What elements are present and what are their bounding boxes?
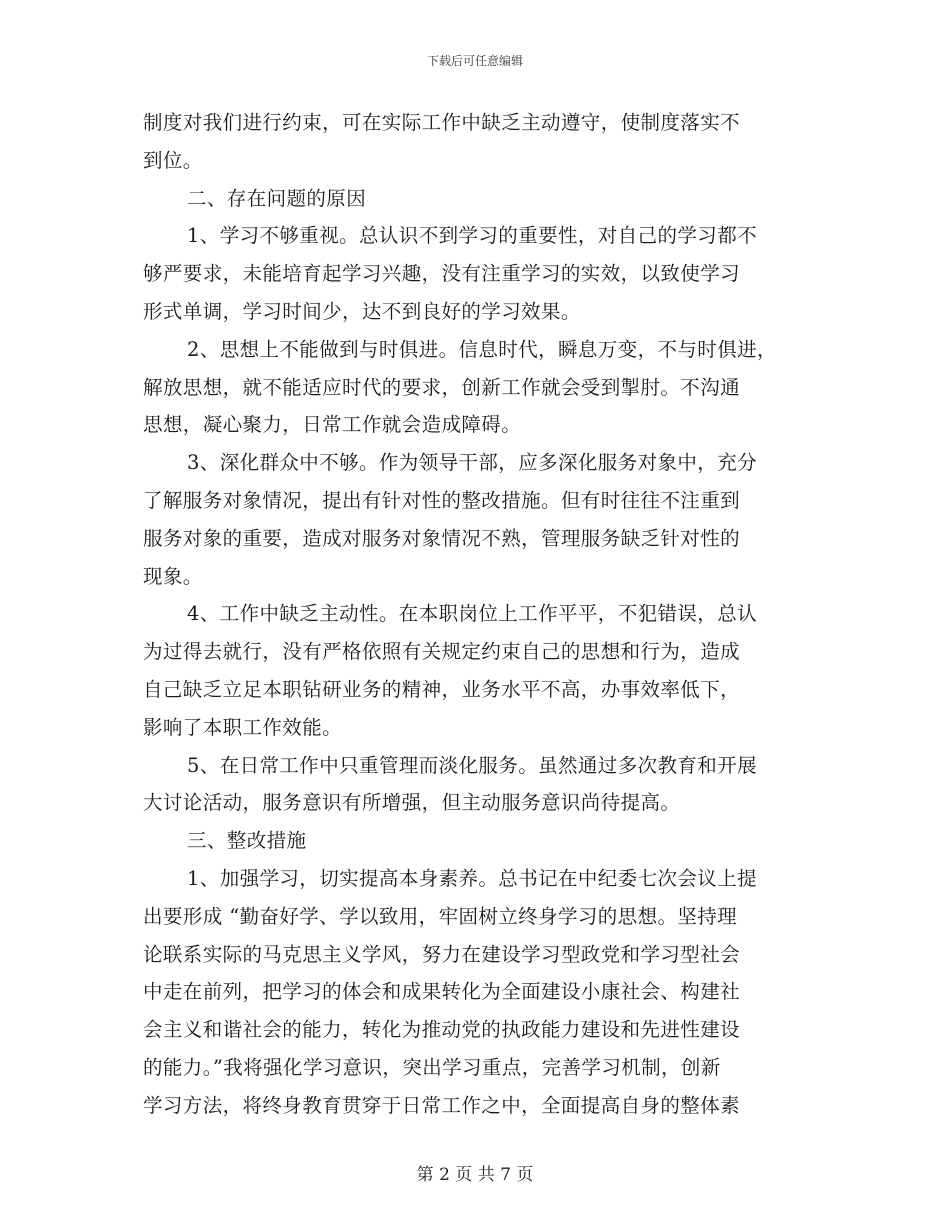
section-heading: 二、存在问题的原因 [187,186,367,210]
body-line: 1、学习不够重视。总认识不到学习的重要性，对自己的学习都不 [187,224,758,248]
body-line: 论联系实际的马克思主义学风，努力在建设学习型政党和学习型社会 [143,942,741,966]
page-number: 第 2 页 共 7 页 [416,1165,534,1185]
body-line: 的能力。”我将强化学习意识，突出学习重点，完善学习机制，创新 [143,1055,721,1079]
body-line: 中走在前列，把学习的体会和成果转化为全面建设小康社会、构建社 [143,980,741,1004]
body-line: 服务对象的重要，造成对服务对象情况不熟，管理服务缺乏针对性的 [143,526,741,550]
body-line: 形式单调，学习时间少，达不到良好的学习效果。 [143,299,581,323]
section-heading: 三、整改措施 [187,829,307,853]
body-line: 影响了本职工作效能。 [143,715,343,739]
body-line: 自己缺乏立足本职钻研业务的精神，业务水平不高，办事效率低下， [143,677,741,701]
body-line: 制度对我们进行约束，可在实际工作中缺乏主动遵守，使制度落实不 [143,111,741,134]
body-line: 到位。 [143,148,203,172]
body-line: 思想，凝心聚力，日常工作就会造成障碍。 [143,413,522,437]
body-line: 2、思想上不能做到与时俱进。信息时代，瞬息万变，不与时俱进， [187,337,777,361]
body-line: 了解服务对象情况，提出有针对性的整改措施。但有时往往不注重到 [143,488,741,512]
body-line: 为过得去就行，没有严格依照有关规定约束自己的思想和行为，造成 [143,640,741,664]
body-line: 学习方法，将终身教育贯穿于日常工作之中，全面提高自身的整体素 [143,1093,741,1117]
body-line: 5、在日常工作中只重管理而淡化服务。虽然通过多次教育和开展 [187,753,758,777]
body-line: 现象。 [143,564,203,588]
page-header: 下载后可任意编辑 [426,54,523,68]
body-line: 4、工作中缺乏主动性。在本职岗位上工作平平，不犯错误，总认 [187,602,758,626]
body-line: 3、深化群众中不够。作为领导干部，应多深化服务对象中，充分 [187,451,758,475]
body-line: 1、加强学习，切实提高本身素养。总书记在中纪委七次会议上提 [187,866,758,890]
body-line: 会主义和谐社会的能力，转化为推动党的执政能力建设和先进性建设 [143,1018,741,1042]
body-line: 够严要求，未能培育起学习兴趣，没有注重学习的实效，以致使学习 [143,262,741,286]
body-line: 大讨论活动，服务意识有所增强，但主动服务意识尚待提高。 [143,791,681,815]
body-line: 出要形成 “勤奋好学、学以致用，牢固树立终身学习的思想。坚持理 [143,904,738,928]
body-line: 解放思想，就不能适应时代的要求，创新工作就会受到掣肘。不沟通 [143,375,741,399]
document-body [143,104,807,1125]
